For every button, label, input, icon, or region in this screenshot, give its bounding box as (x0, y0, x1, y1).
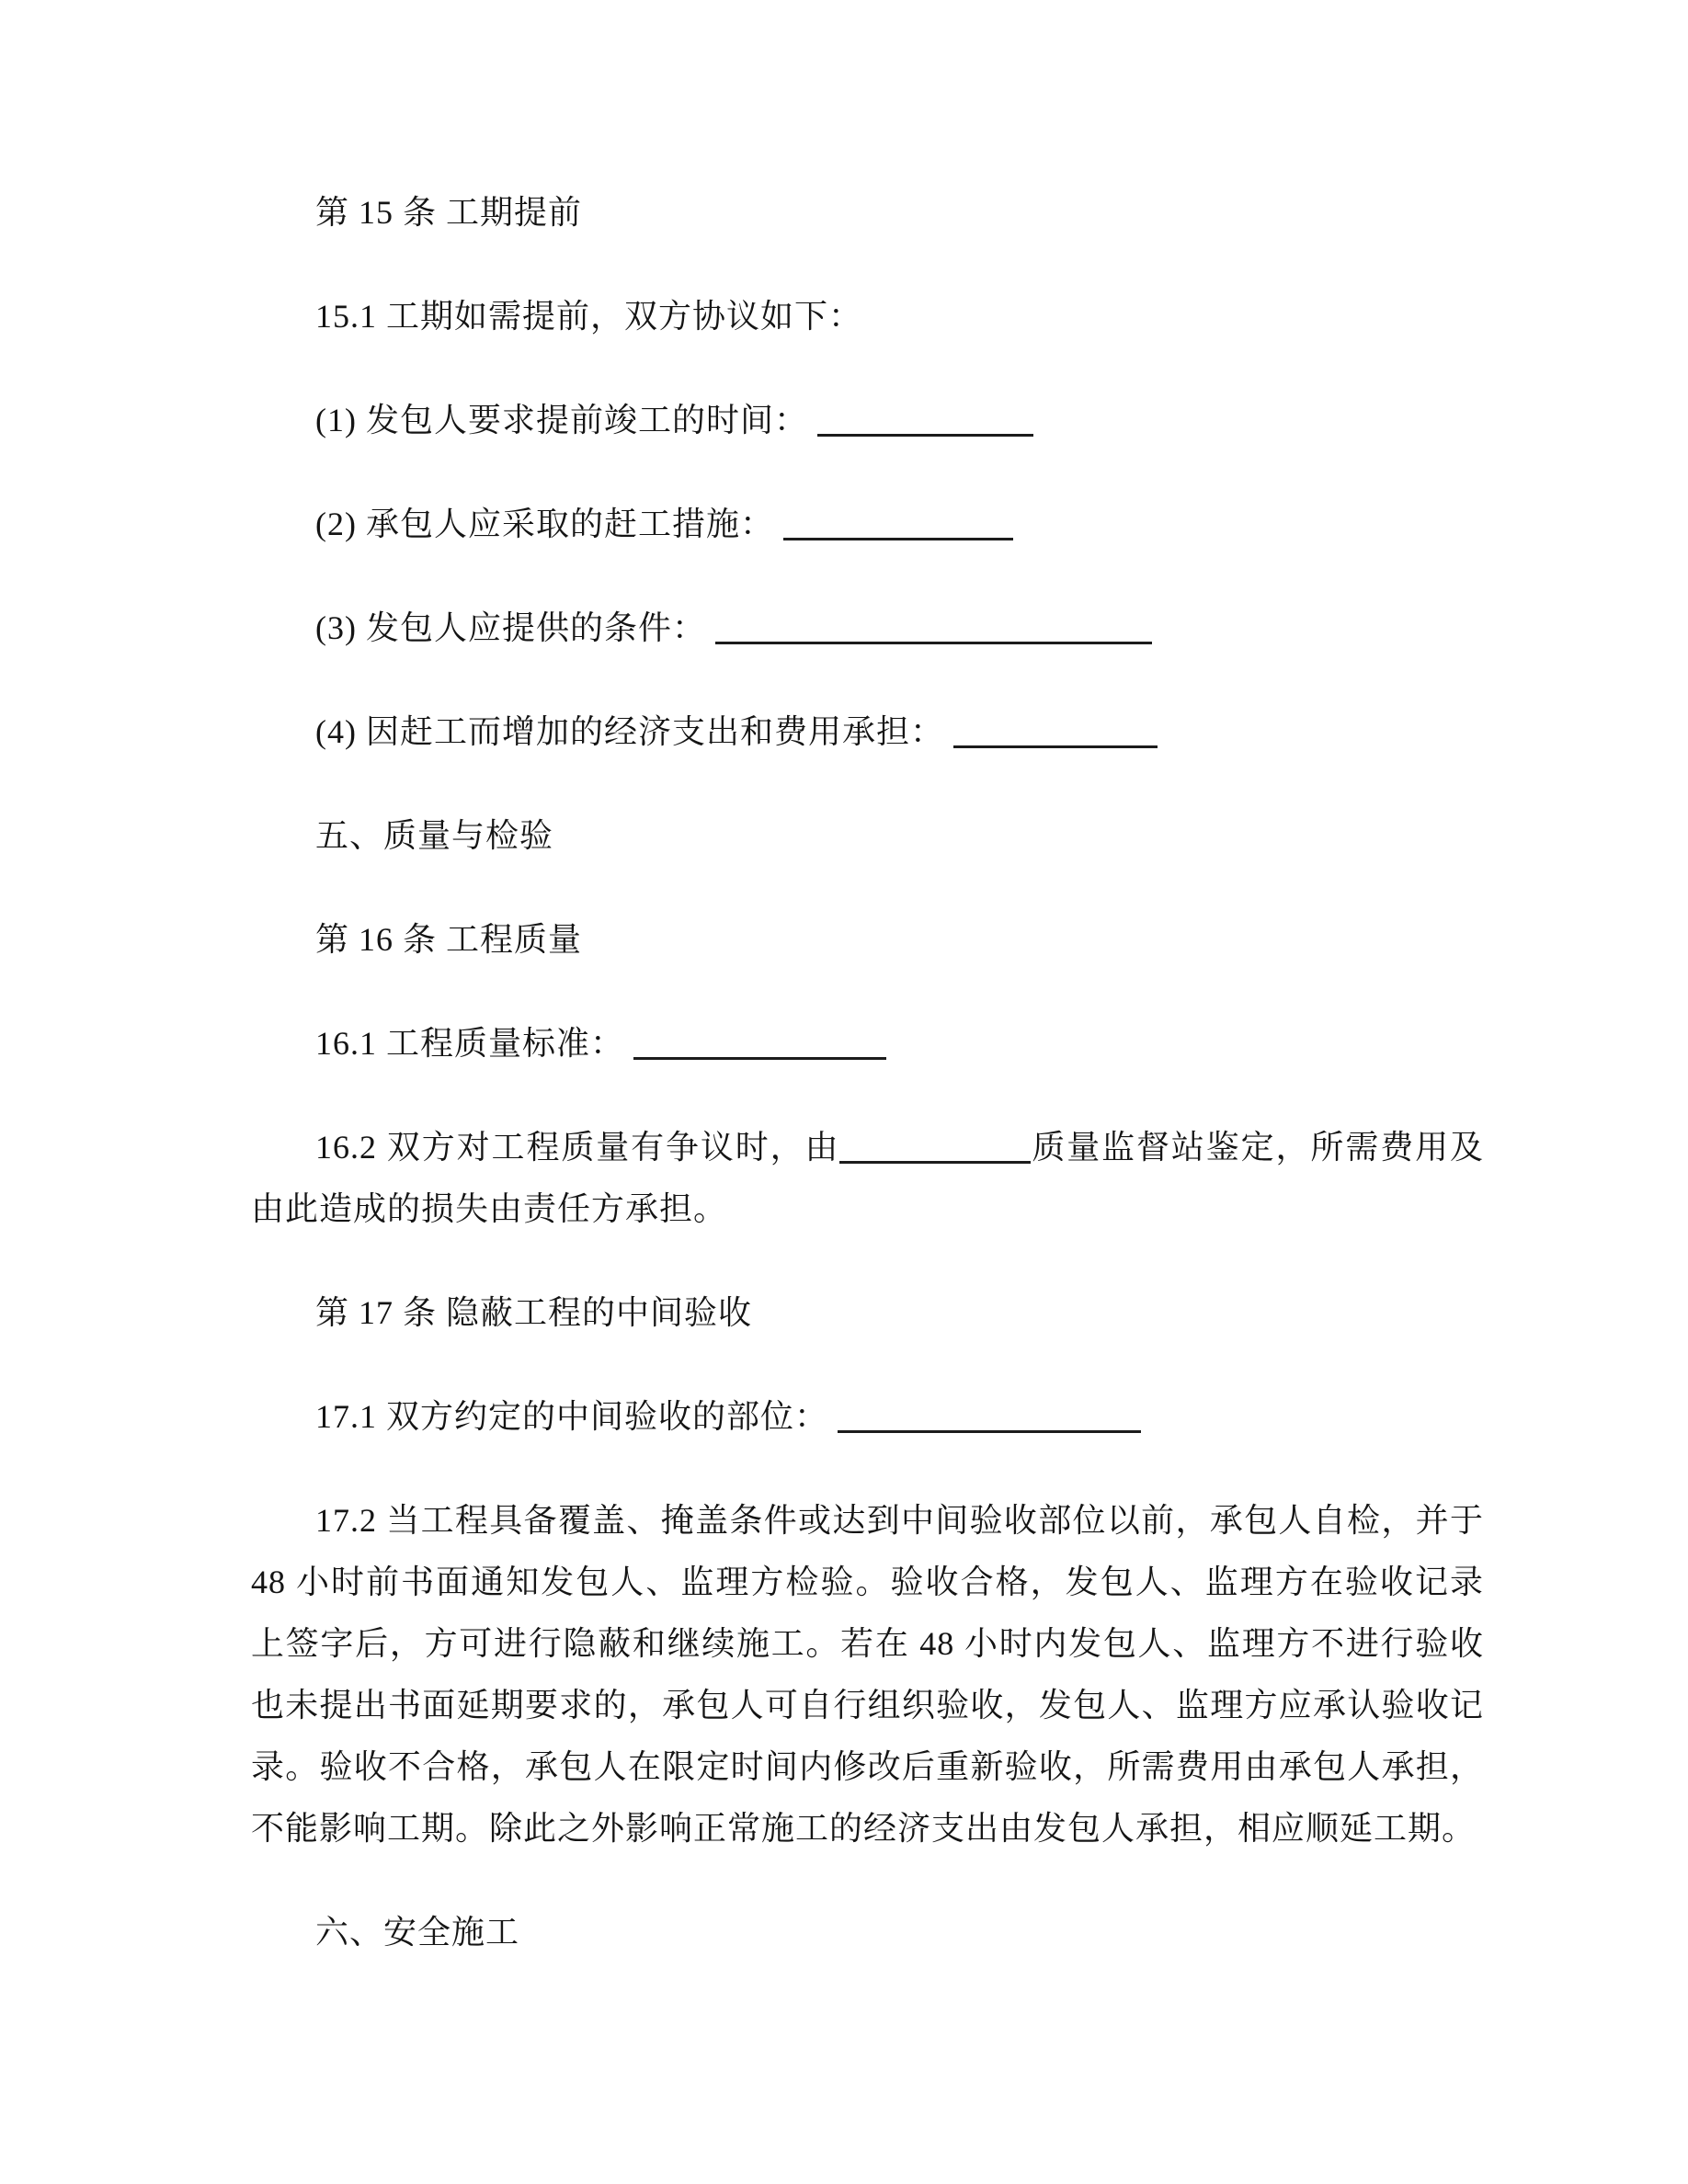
fill-in-blank (817, 431, 1033, 437)
paragraph-text: 第 15 条 工期提前 (315, 194, 583, 231)
fill-in-blank (783, 535, 1013, 540)
clause-17-title (251, 1282, 1484, 1344)
item-4-rush-work-costs (251, 701, 1484, 763)
paragraph-text: 16.1 工程质量标准： (315, 1025, 634, 1062)
paragraph-text: (2) 承包人应采取的赶工措施： (315, 506, 783, 542)
paragraph-text: 六、安全施工 (315, 1914, 520, 1951)
section-6-heading-safe-construction (251, 1902, 1484, 1963)
clause-16-2-quality-dispute (251, 1117, 1484, 1240)
paragraph-text: 第 16 条 工程质量 (315, 921, 583, 958)
paragraph-text: (1) 发包人要求提前竣工的时间： (315, 402, 817, 438)
paragraph-text: 17.2 当工程具备覆盖、掩盖条件或达到中间验收部位以前，承包人自检，并于 48 小时前书面通知发包人、监理方检验。验收合格，发包人、监理方在验收记录上签字后，方可进行隐蔽和继续施工。若在 48 小时内发包人、监理方不进行验收也未提出书面延期要求的，承包人可自行组织验收，发包人、监理方应承认验收记录。验收不合格，承包人在限定时间内修改后重新验收，所需费用由承包人承担，不能影响工期。除此之外影响正常施工的经济支出由发包人承担，相应顺延工期。 (251, 1502, 1484, 1847)
clause-17-1-acceptance-parts (251, 1386, 1484, 1448)
section-5-heading-quality-inspection (251, 805, 1484, 867)
clause-17-2-hidden-works-acceptance (251, 1490, 1484, 1860)
item-1-early-completion-time (251, 390, 1484, 451)
paragraph-text: 第 17 条 隐蔽工程的中间验收 (315, 1294, 753, 1331)
clause-16-1-quality-standard (251, 1013, 1484, 1075)
paragraph-text: 15.1 工期如需提前，双方协议如下： (315, 298, 863, 335)
paragraph-text: (4) 因赶工而增加的经济支出和费用承担： (315, 713, 953, 750)
fill-in-blank (838, 1428, 1141, 1433)
fill-in-blank (953, 743, 1158, 748)
fill-in-blank (715, 639, 1152, 644)
item-3-employer-conditions (251, 597, 1484, 659)
fill-in-blank (633, 1054, 886, 1060)
fill-in-blank (839, 1158, 1031, 1164)
paragraph-text: 五、质量与检验 (315, 817, 554, 854)
paragraph-text: 16.2 双方对工程质量有争议时，由 (315, 1129, 840, 1166)
paragraph-text: 17.1 双方约定的中间验收的部位： (315, 1398, 838, 1435)
clause-16-title (251, 909, 1484, 971)
paragraph-text: (3) 发包人应提供的条件： (315, 609, 715, 646)
clause-15-title (251, 182, 1484, 244)
item-2-rush-work-measures (251, 494, 1484, 555)
clause-15-1-intro (251, 286, 1484, 347)
paragraph-text: 质量监督站鉴定，所需费用及由此造成的损失由责任方承担。 (251, 1129, 1484, 1227)
